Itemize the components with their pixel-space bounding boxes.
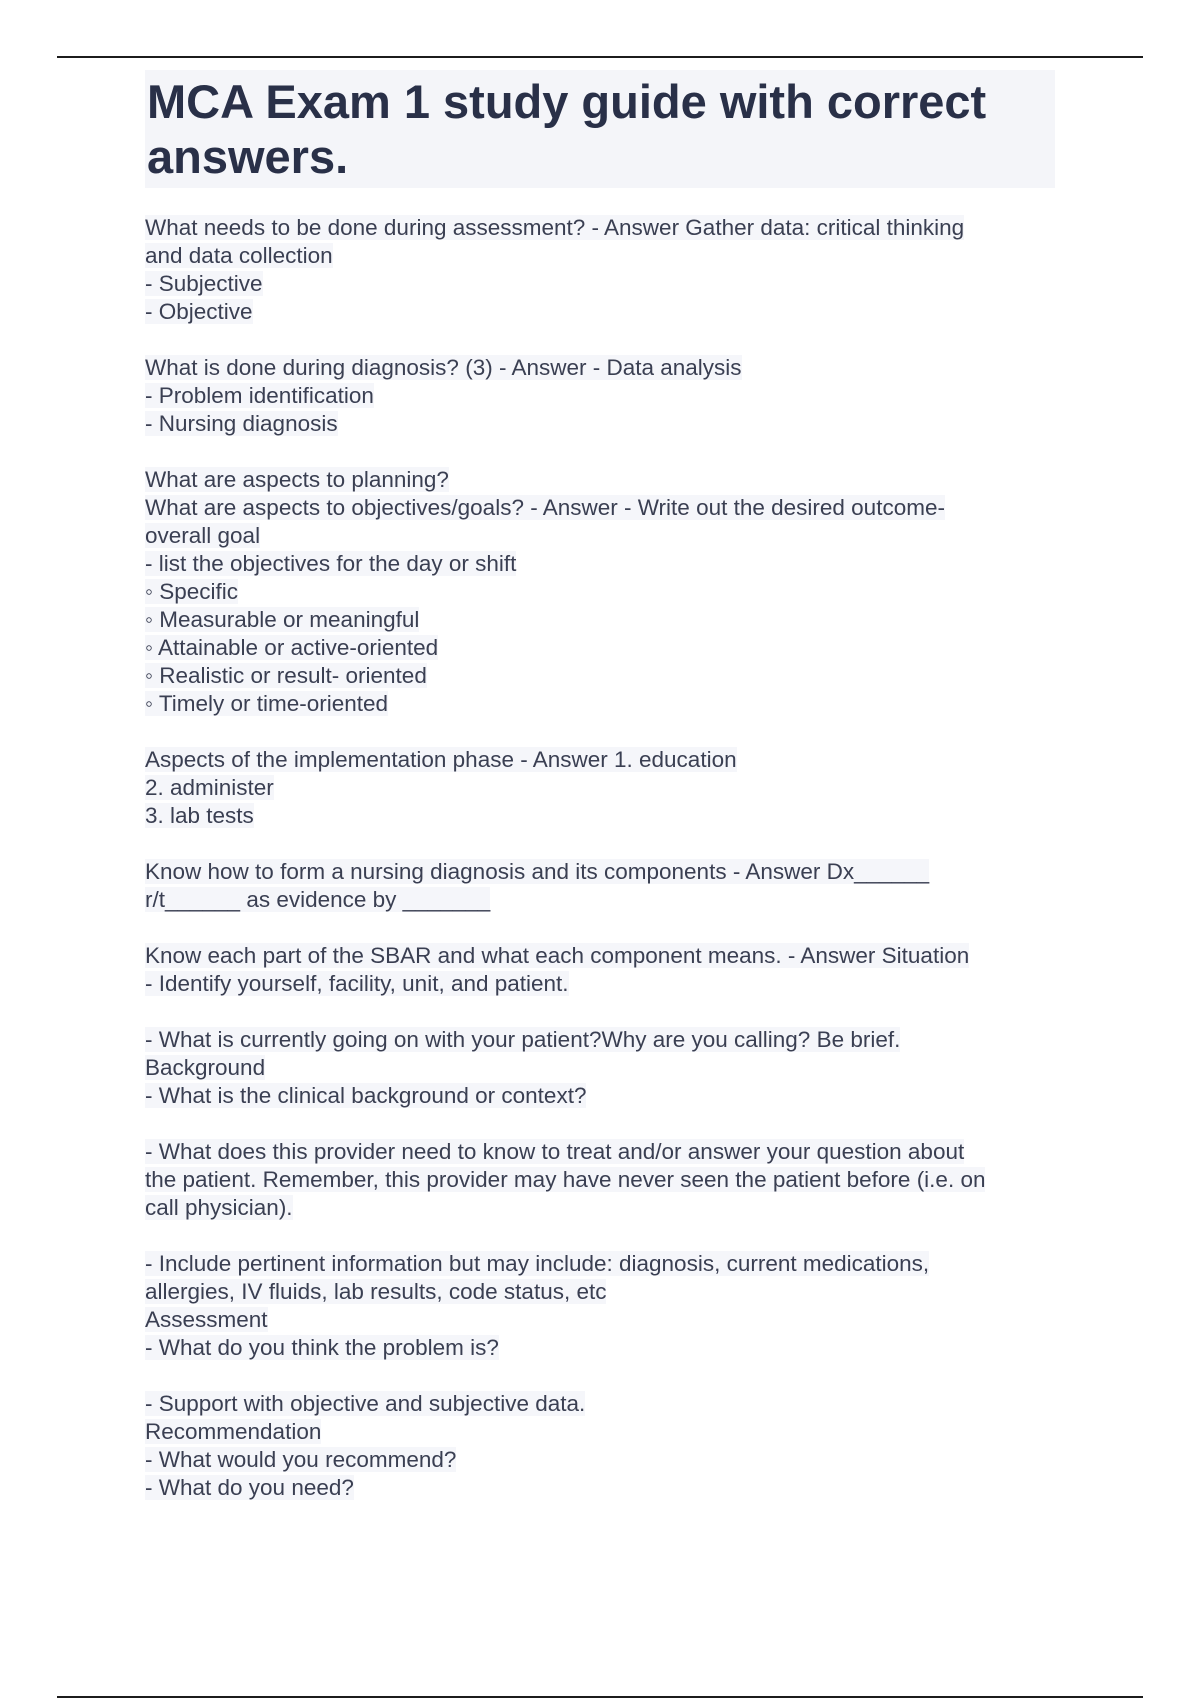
text-line-content: - Objective — [145, 299, 253, 324]
text-line — [145, 410, 1055, 438]
qa-block — [145, 466, 1055, 718]
text-line — [145, 466, 1055, 494]
text-line-content: Recommendation — [145, 1419, 322, 1444]
text-line — [145, 494, 1055, 522]
text-line-content: What are aspects to planning? — [145, 467, 449, 492]
text-line-content: ◦ Measurable or meaningful — [145, 607, 420, 632]
text-line — [145, 214, 1055, 242]
qa-block — [145, 1250, 1055, 1362]
text-line — [145, 942, 1055, 970]
text-line — [145, 550, 1055, 578]
text-line-content: allergies, IV fluids, lab results, code status, etc — [145, 1279, 607, 1304]
qa-block — [145, 1138, 1055, 1222]
text-line — [145, 1082, 1055, 1110]
text-line-content: Assessment — [145, 1307, 268, 1332]
text-line — [145, 578, 1055, 606]
qa-block — [145, 858, 1055, 914]
text-line — [145, 634, 1055, 662]
text-line — [145, 886, 1055, 914]
text-line-content: the patient. Remember, this provider may have never seen the patient before (i.e. on — [145, 1167, 986, 1192]
text-line-content: - What does this provider need to know to treat and/or answer your question about — [145, 1139, 965, 1164]
text-line — [145, 354, 1055, 382]
text-line-content: - Problem identification — [145, 383, 374, 408]
text-line-content: Know each part of the SBAR and what each component means. - Answer Situation — [145, 943, 970, 968]
text-line-content: ◦ Realistic or result- oriented — [145, 663, 427, 688]
text-line — [145, 1250, 1055, 1278]
text-line — [145, 1026, 1055, 1054]
document-title: MCA Exam 1 study guide with correct answers. — [145, 70, 1055, 188]
text-line — [145, 1390, 1055, 1418]
text-line — [145, 382, 1055, 410]
text-line — [145, 970, 1055, 998]
text-line-content: 2. administer — [145, 775, 274, 800]
text-line — [145, 1054, 1055, 1082]
qa-block — [145, 354, 1055, 438]
text-line-content: ◦ Specific — [145, 579, 239, 604]
text-line — [145, 1194, 1055, 1222]
text-line — [145, 270, 1055, 298]
text-line — [145, 1418, 1055, 1446]
text-line-content: - Nursing diagnosis — [145, 411, 338, 436]
text-line-content: - What is the clinical background or context? — [145, 1083, 587, 1108]
text-line — [145, 802, 1055, 830]
text-line — [145, 298, 1055, 326]
text-line — [145, 1138, 1055, 1166]
qa-block — [145, 942, 1055, 998]
text-line-content: and data collection — [145, 243, 333, 268]
text-line-content: What is done during diagnosis? (3) - Answer - Data analysis — [145, 355, 742, 380]
qa-block — [145, 746, 1055, 830]
text-line-content: - list the objectives for the day or shift — [145, 551, 517, 576]
text-line-content: Background — [145, 1055, 266, 1080]
text-line-content: call physician). — [145, 1195, 293, 1220]
text-line — [145, 1166, 1055, 1194]
document-page — [145, 70, 1055, 1530]
text-line — [145, 606, 1055, 634]
text-line-content: - What is currently going on with your patient?Why are you calling? Be brief. — [145, 1027, 901, 1052]
text-line — [145, 1474, 1055, 1502]
text-line-content: r/t______ as evidence by _______ — [145, 887, 491, 912]
text-line — [145, 858, 1055, 886]
text-line — [145, 1334, 1055, 1362]
text-line — [145, 746, 1055, 774]
text-line-content: Aspects of the implementation phase - Answer 1. education — [145, 747, 737, 772]
text-line-content: ◦ Attainable or active-oriented — [145, 635, 439, 660]
text-line-content: - Identify yourself, facility, unit, and patient. — [145, 971, 569, 996]
qa-block — [145, 1390, 1055, 1502]
text-line — [145, 1278, 1055, 1306]
text-line — [145, 662, 1055, 690]
text-line-content: - Subjective — [145, 271, 263, 296]
text-line-content: - Support with objective and subjective data. — [145, 1391, 586, 1416]
text-line — [145, 774, 1055, 802]
text-line-content: - What do you need? — [145, 1475, 354, 1500]
text-line-content: - What would you recommend? — [145, 1447, 457, 1472]
text-line — [145, 242, 1055, 270]
bottom-rule — [57, 1696, 1143, 1698]
text-line — [145, 522, 1055, 550]
text-line — [145, 1446, 1055, 1474]
text-line-content: ◦ Timely or time-oriented — [145, 691, 389, 716]
text-line-content: Know how to form a nursing diagnosis and its components - Answer Dx______ — [145, 859, 930, 884]
text-line-content: What needs to be done during assessment? - Answer Gather data: critical thinking — [145, 215, 965, 240]
text-line-content: 3. lab tests — [145, 803, 254, 828]
top-rule — [57, 56, 1143, 58]
qa-block — [145, 1026, 1055, 1110]
text-line-content: - Include pertinent information but may include: diagnosis, current medications, — [145, 1251, 930, 1276]
text-line-content: What are aspects to objectives/goals? - Answer - Write out the desired outcome- — [145, 495, 945, 520]
qa-block — [145, 214, 1055, 326]
text-line-content: overall goal — [145, 523, 261, 548]
text-line — [145, 690, 1055, 718]
text-line-content: - What do you think the problem is? — [145, 1335, 499, 1360]
qa-list — [145, 214, 1055, 1502]
text-line — [145, 1306, 1055, 1334]
